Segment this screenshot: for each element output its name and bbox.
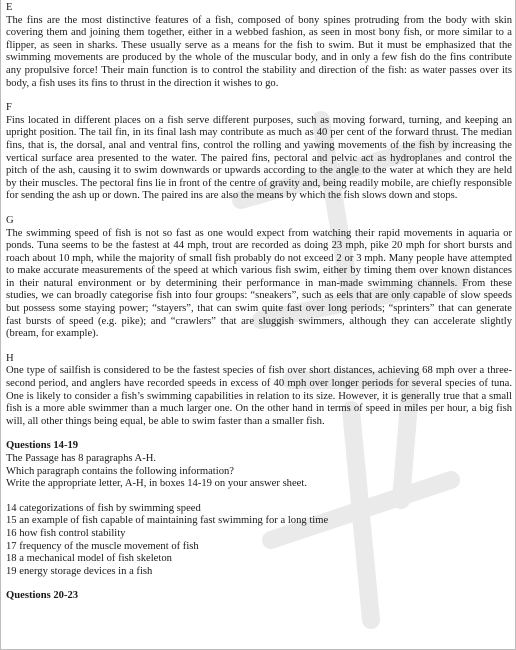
paragraph-letter-h: H [6,352,14,364]
paragraph-h: One type of sailfish is considered to be the fastest species of fish over short distances, achieving 68 mph over a three-second period, and anglers have recorded speeds in excess of 40 mph over longer periods for several species of tuna. One is likely to consider a fish’s swimming capabilities in relation to its size. However, it is generally true that a small fish is a more able swimmer than a much larger one. On the other hand in terms of speed in miles per hour, a big fish will, all other things being equal, be able to swim faster than a smaller fish. [6,365,512,427]
paragraph-letter-e: E [6,2,13,13]
paragraph-f: Fins located in different places on a fish serve different purposes, such as moving forward, turning, and keeping an upright position. The tail fin, in its final lash may contribute as much as 40 per cent of the forward thrust. The median fins, that is, the dorsal, anal and ventral fins, control the rolling and yawing movements of the fish by increasing the vertical surface area presented to the water. The paired fins, pectoral and pelvic act as hydroplanes and control the pitch of the ash, causing it to swim downwards or upwards according to the angle to the water at which they are held by their muscles. The pectoral fins lie in front of the centre of gravity and, being readily mobile, are chiefly responsible for sending the ash up or down. The paired ins are also the means by which the fish slows down and stops. [6,114,512,202]
paragraph-letter-g: G [6,214,14,226]
question-item-14: 14 categorizations of fish by swimming speed [6,502,201,514]
question-item-17: 17 frequency of the muscle movement of fish [6,540,199,552]
question-item-18: 18 a mechanical model of fish skeleton [6,553,172,565]
question-item-15: 15 an example of fish capable of maintaining fast swimming for a long time [6,515,329,527]
paragraph-g: The swimming speed of fish is not so fast as one would expect from watching their rapid movements in aquaria or ponds. Tuna seems to be the fastest at 44 mph, trout are recorded as doing 23 mph, pike 20 mph for short bursts and roach about 10 mph, while the majority of small fish probably do not exceed 2 or 3 mph. Many people have attempted to make accurate measurements of the speed at which various fish swim, either by timing them over known distances in their natural environment or by determining their performance in man-made swimming channels. From these studies, we can broadly categorise fish into four groups: “sneakers”, such as eels that are only capable of slow speeds but possess some staying power; “stayers”, that can swim quite fast over long periods; “sprinters” that can generate fast bursts of speed (e.g. pike); and “crawlers” that are sluggish swimmers, although they can accelerate slightly (bream, for example). [6,227,512,340]
passage-content [6,2,512,603]
instruction-line: Write the appropriate letter, A-H, in boxes 14-19 on your answer sheet. [6,478,307,490]
paragraph-e: The fins are the most distinctive features of a fish, composed of bony spines protruding from the body with skin covering them and joining them together, either in a webbed fashion, as seen in most bony fish, or more similar to a flipper, as seen in sharks. These usually serve as a means for the fish to swim. But it must be emphasized that the swimming movements are produced by the whole of the muscular body, and in only a few fish do the fins contribute any propulsive force! Their main function is to control the stability and direction of the fish: as water passes over its body, a fish uses its fins to thrust in the direction it wishes to go. [6,14,512,89]
question-item-19: 19 energy storage devices in a fish [6,565,153,577]
questions-14-19-title: Questions 14-19 [6,440,79,452]
questions-20-23-title: Questions 20-23 [6,590,79,602]
instruction-line: Which paragraph contains the following information? [6,465,234,477]
instruction-line: The Passage has 8 paragraphs A-H. [6,453,157,464]
paragraph-letter-f: F [6,102,12,114]
question-item-16: 16 how fish control stability [6,527,126,539]
